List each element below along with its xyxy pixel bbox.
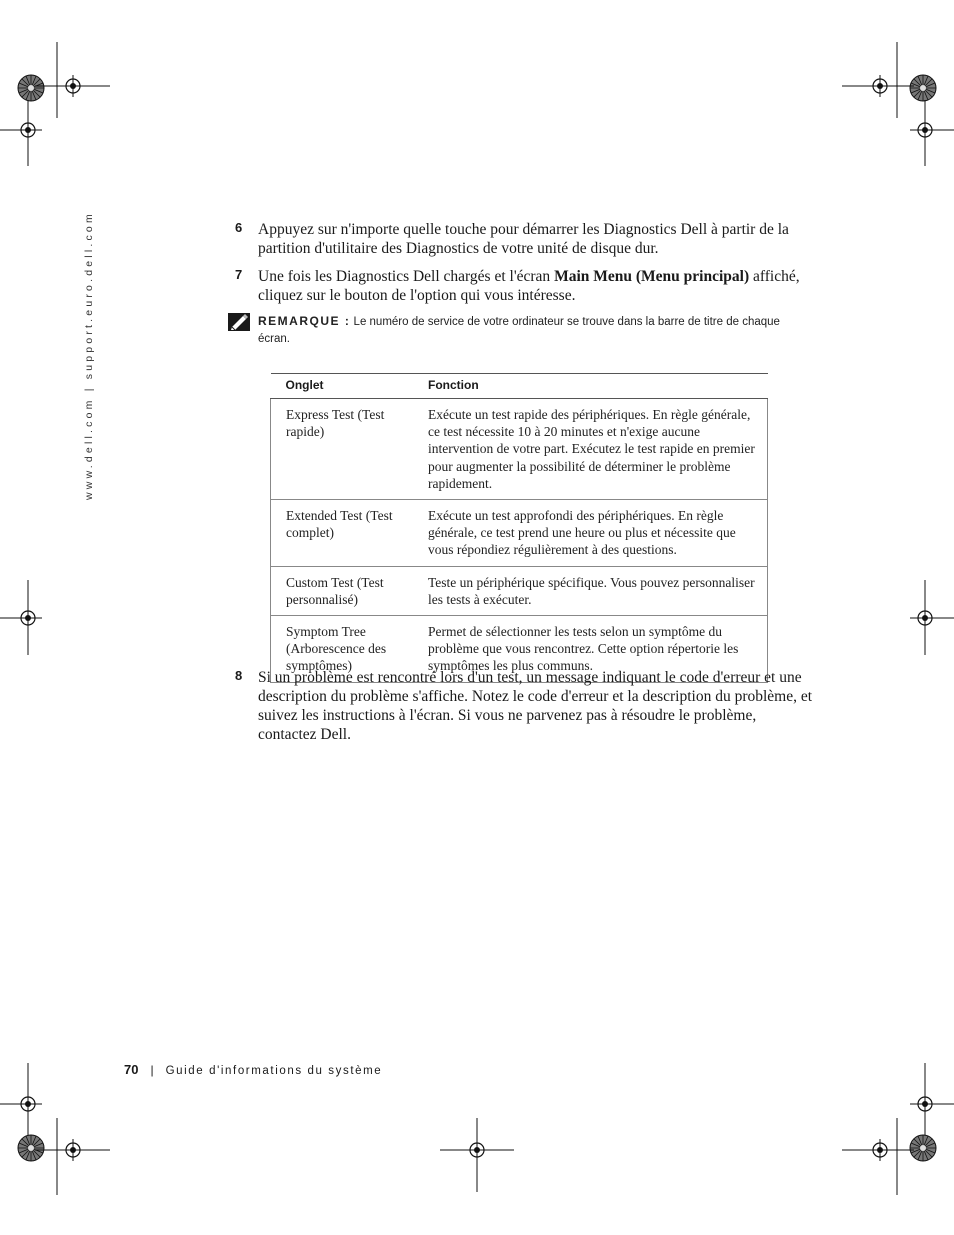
table-row [271, 500, 768, 567]
step-number: 8 [235, 668, 243, 683]
column-header-function: Fonction [413, 374, 768, 399]
function-cell: Permet de sélectionner les tests selon un symptôme du problème que vous rencontrez. Cette option répertorie les symptômes les plus communs. [413, 616, 768, 683]
function-cell: Exécute un test rapide des périphériques. En règle générale, ce test nécessite 10 à 20 minutes et n'exige aucune intervention de votre part. Exécutez le test rapide en premier pour augmenter la possibilité de déterminer le problème rapidement. [413, 399, 768, 500]
table-row [271, 399, 768, 500]
tab-cell: Extended Test (Test complet) [271, 500, 414, 567]
table-header-row [271, 374, 768, 399]
step-text-after: affiché, cliquez sur le bouton de l'option qui vous intéresse. [258, 268, 800, 304]
table-row [271, 566, 768, 615]
step-text-before: Une fois les Diagnostics Dell chargés et l'écran [258, 268, 555, 285]
column-header-tab: Onglet [271, 374, 414, 399]
note [228, 313, 803, 348]
footer-title: Guide d'informations du système [165, 1065, 383, 1077]
page-number: 70 [124, 1062, 139, 1077]
tab-cell: Express Test (Test rapide) [271, 399, 414, 500]
main-menu-label: Main Menu (Menu principal) [554, 268, 750, 285]
tab-cell: Custom Test (Test personnalisé) [271, 566, 414, 615]
function-cell: Teste un périphérique spécifique. Vous pouvez personnaliser les tests à exécuter. [413, 566, 768, 615]
function-cell: Exécute un test approfondi des périphériques. En règle générale, ce test prend une heure ou plus et nécessite que vous répondiez régulièrement à des questions. [413, 500, 768, 567]
step-number: 6 [235, 220, 243, 235]
step-text: Si un problème est rencontré lors d'un test, un message indiquant le code d'erreur et une description du problème s'affiche. Notez le code d'erreur et la description du problème, et suivez les instructions à l'écran. Si vous ne parvenez pas à résoudre le problème, contactez Dell. [258, 669, 813, 743]
note-label: REMARQUE : [258, 314, 351, 328]
footer-separator: | [150, 1063, 154, 1077]
pencil-note-icon [228, 313, 250, 331]
page-footer [124, 1062, 382, 1077]
note-text: Le numéro de service de votre ordinateur se trouve dans la barre de titre de chaque écran. [258, 316, 780, 345]
step-text: Appuyez sur n'importe quelle touche pour démarrer les Diagnostics Dell à partir de la partition d'utilitaire des Diagnostics de votre unité de disque dur. [258, 221, 789, 257]
step-8 [235, 668, 815, 744]
diagnostics-tabs-table [270, 373, 768, 683]
step-number: 7 [235, 267, 243, 282]
step-6 [235, 220, 815, 258]
side-url: www.dell.com | support.euro.dell.com [83, 211, 95, 500]
step-text [258, 267, 815, 305]
step-7 [235, 267, 815, 305]
tab-cell: Symptom Tree (Arborescence des symptômes) [271, 616, 414, 683]
